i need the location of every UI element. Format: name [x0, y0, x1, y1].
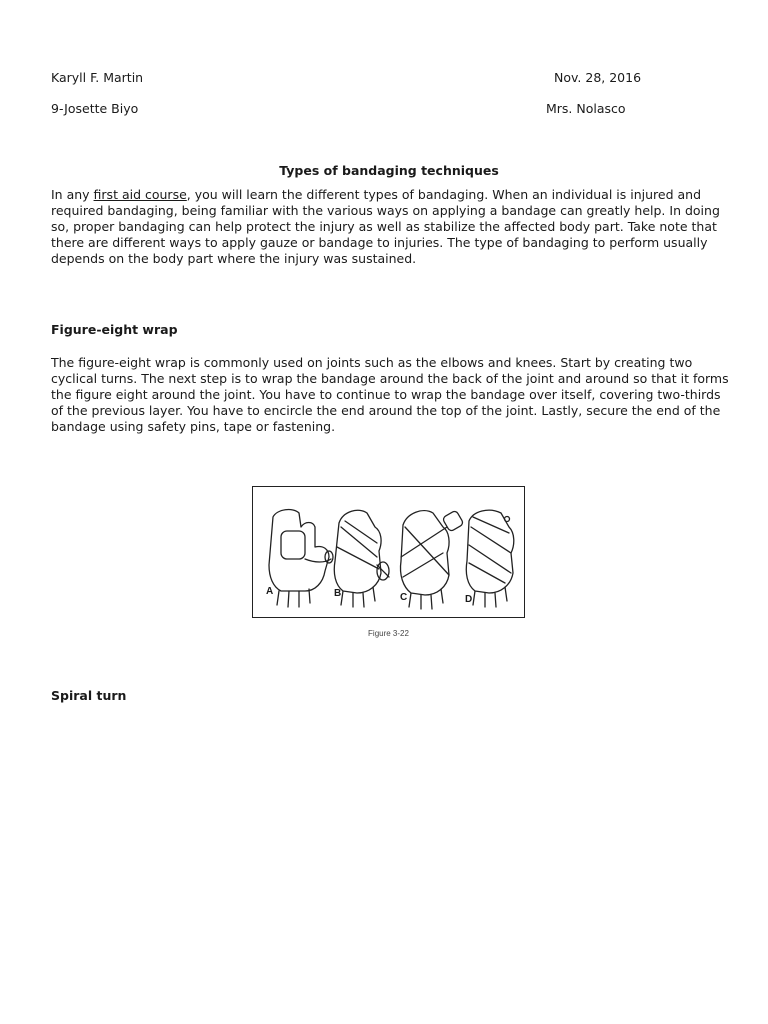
date: Nov. 28, 2016 — [554, 70, 642, 85]
document-title: Types of bandaging techniques — [279, 163, 499, 178]
figure-label-b: B — [334, 588, 342, 599]
spiral-turn-heading: Spiral turn — [51, 688, 127, 703]
figure-eight-paragraph: The figure-eight wrap is commonly used on joints such as the elbows and knees. Start by creating two cyclical turns. The next step is to wrap the bandage around the back of the joint and around so that it forms the figure eight around the joint. You have to continue to wrap the bandage over itself, covering two-thirds of the previous layer. You have to encircle the end around the top of the joint. Lastly, secure the end of the bandage using safety pins, tape or fastening. — [51, 355, 729, 434]
intro-text-start: In any — [51, 187, 94, 202]
hand-b-drawing — [334, 510, 389, 607]
section-name: 9-Josette Biyo — [51, 101, 139, 116]
first-aid-course-link[interactable]: first aid course — [93, 187, 187, 202]
intro-text-rest: , you will learn the different types of bandaging. When an individual is injured and required bandaging, being familiar with the various ways on applying a bandage can greatly help. In doing so, proper bandaging can help protect the injury as well as stabilize the affected body part. Take note that there are different ways to apply gauze or bandage to injuries. The type of bandaging to perform usually depends on the body part where the injury was sustained. — [51, 187, 720, 266]
hand-a-drawing — [269, 510, 333, 607]
hand-d-drawing — [466, 510, 514, 607]
figure-label-d: D — [465, 594, 473, 605]
figure-label-a: A — [266, 586, 274, 597]
hand-bandage-illustration — [253, 487, 524, 617]
hand-c-drawing — [400, 510, 463, 609]
figure-caption: Figure 3-22 — [368, 629, 409, 638]
teacher-name: Mrs. Nolasco — [546, 101, 626, 116]
figure-eight-heading: Figure-eight wrap — [51, 322, 178, 337]
figure-label-c: C — [400, 592, 408, 603]
author-name: Karyll F. Martin — [51, 70, 144, 85]
bandage-figure — [252, 486, 525, 618]
intro-paragraph — [51, 187, 731, 267]
